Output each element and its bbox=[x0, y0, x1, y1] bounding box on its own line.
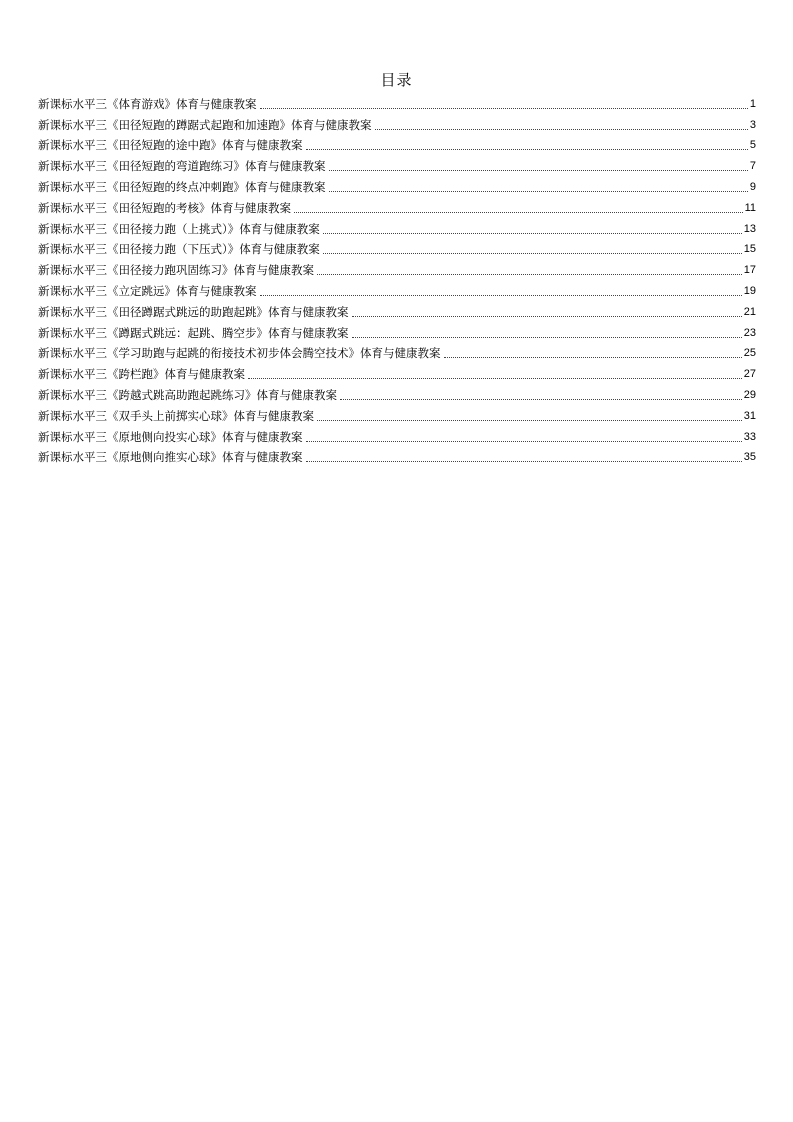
toc-entry-label: 新课标水平三《双手头上前掷实心球》体育与健康教案 bbox=[38, 408, 314, 423]
toc-dot-leader bbox=[329, 169, 748, 171]
toc-entry-page-number: 27 bbox=[743, 368, 756, 381]
toc-entry[interactable] bbox=[38, 382, 756, 403]
toc-entry-page-number: 17 bbox=[743, 264, 756, 277]
toc-entry[interactable] bbox=[38, 424, 756, 445]
toc-dot-leader bbox=[323, 252, 742, 254]
toc-entry-label: 新课标水平三《田径接力跑巩固练习》体育与健康教案 bbox=[38, 263, 314, 278]
toc-entry-label: 新课标水平三《田径短跑的考核》体育与健康教案 bbox=[38, 200, 291, 215]
toc-entry[interactable] bbox=[38, 133, 756, 154]
toc-entry-label: 新课标水平三《田径蹲踞式跳远的助跑起跳》体育与健康教案 bbox=[38, 304, 349, 319]
toc-entry-page-number: 21 bbox=[743, 305, 756, 318]
toc-entry-page-number: 25 bbox=[743, 347, 756, 360]
toc-entry-page-number: 5 bbox=[749, 139, 756, 152]
toc-entry-label: 新课标水平三《原地侧向推实心球》体育与健康教案 bbox=[38, 450, 303, 465]
toc-entry-page-number: 11 bbox=[744, 201, 756, 214]
toc-entry[interactable] bbox=[38, 153, 756, 174]
toc-dot-leader bbox=[248, 377, 742, 379]
toc-entry-page-number: 29 bbox=[743, 388, 756, 401]
toc-list bbox=[38, 91, 756, 465]
toc-entry[interactable] bbox=[38, 445, 756, 466]
toc-dot-leader bbox=[317, 273, 742, 275]
toc-dot-leader bbox=[306, 148, 748, 150]
toc-entry-page-number: 33 bbox=[743, 430, 756, 443]
toc-entry-label: 新课标水平三《立定跳远》体育与健康教案 bbox=[38, 283, 257, 298]
toc-entry-label: 新课标水平三《田径接力跑（上挑式）》体育与健康教案 bbox=[38, 221, 320, 236]
toc-entry-page-number: 9 bbox=[749, 180, 756, 193]
toc-dot-leader bbox=[260, 294, 742, 296]
toc-entry-page-number: 23 bbox=[743, 326, 756, 339]
toc-entry[interactable] bbox=[38, 91, 756, 112]
toc-entry-label: 新课标水平三《田径短跑的终点冲刺跑》体育与健康教案 bbox=[38, 179, 326, 194]
toc-entry-label: 新课标水平三《原地侧向投实心球》体育与健康教案 bbox=[38, 429, 303, 444]
toc-entry[interactable] bbox=[38, 403, 756, 424]
toc-entry-label: 新课标水平三《田径短跑的弯道跑练习》体育与健康教案 bbox=[38, 159, 326, 174]
toc-entry-page-number: 1 bbox=[749, 97, 756, 110]
toc-dot-leader bbox=[317, 419, 742, 421]
toc-entry-page-number: 3 bbox=[749, 118, 756, 131]
toc-entry[interactable] bbox=[38, 195, 756, 216]
toc-entry[interactable] bbox=[38, 341, 756, 362]
toc-entry[interactable] bbox=[38, 257, 756, 278]
toc-entry[interactable] bbox=[38, 299, 756, 320]
toc-entry-label: 新课标水平三《田径短跑的蹲踞式起跑和加速跑》体育与健康教案 bbox=[38, 117, 372, 132]
toc-entry[interactable] bbox=[38, 320, 756, 341]
toc-dot-leader bbox=[329, 190, 748, 192]
toc-entry-page-number: 7 bbox=[749, 160, 756, 173]
toc-entry-page-number: 15 bbox=[743, 243, 756, 256]
toc-dot-leader bbox=[375, 128, 748, 130]
toc-entry-page-number: 19 bbox=[743, 284, 756, 297]
toc-entry[interactable] bbox=[38, 112, 756, 133]
toc-entry-label: 新课标水平三《田径短跑的途中跑》体育与健康教案 bbox=[38, 138, 303, 153]
toc-dot-leader bbox=[306, 440, 742, 442]
toc-entry-page-number: 35 bbox=[743, 451, 756, 464]
toc-entry-label: 新课标水平三《田径接力跑（下压式）》体育与健康教案 bbox=[38, 242, 320, 257]
toc-entry[interactable] bbox=[38, 174, 756, 195]
toc-entry-label: 新课标水平三《跨栏跑》体育与健康教案 bbox=[38, 367, 245, 382]
toc-dot-leader bbox=[323, 232, 742, 234]
toc-dot-leader bbox=[294, 211, 743, 213]
toc-entry-label: 新课标水平三《跨越式跳高助跑起跳练习》体育与健康教案 bbox=[38, 387, 337, 402]
toc-dot-leader bbox=[306, 460, 742, 462]
toc-entry-label: 新课标水平三《体育游戏》体育与健康教案 bbox=[38, 96, 257, 111]
toc-entry[interactable] bbox=[38, 237, 756, 258]
toc-dot-leader bbox=[340, 398, 742, 400]
toc-entry[interactable] bbox=[38, 361, 756, 382]
toc-dot-leader bbox=[444, 356, 742, 358]
toc-dot-leader bbox=[352, 315, 742, 317]
toc-entry-label: 新课标水平三《学习助跑与起跳的衔接技术初步体会腾空技术》体育与健康教案 bbox=[38, 346, 441, 361]
toc-dot-leader bbox=[352, 336, 742, 338]
toc-title: 目录 bbox=[380, 71, 413, 89]
toc-dot-leader bbox=[260, 107, 748, 109]
toc-entry-page-number: 31 bbox=[743, 409, 756, 422]
toc-entry[interactable] bbox=[38, 216, 756, 237]
toc-entry[interactable] bbox=[38, 278, 756, 299]
toc-entry-label: 新课标水平三《蹲踞式跳远：起跳、腾空步》体育与健康教案 bbox=[38, 325, 349, 340]
toc-entry-page-number: 13 bbox=[743, 222, 756, 235]
